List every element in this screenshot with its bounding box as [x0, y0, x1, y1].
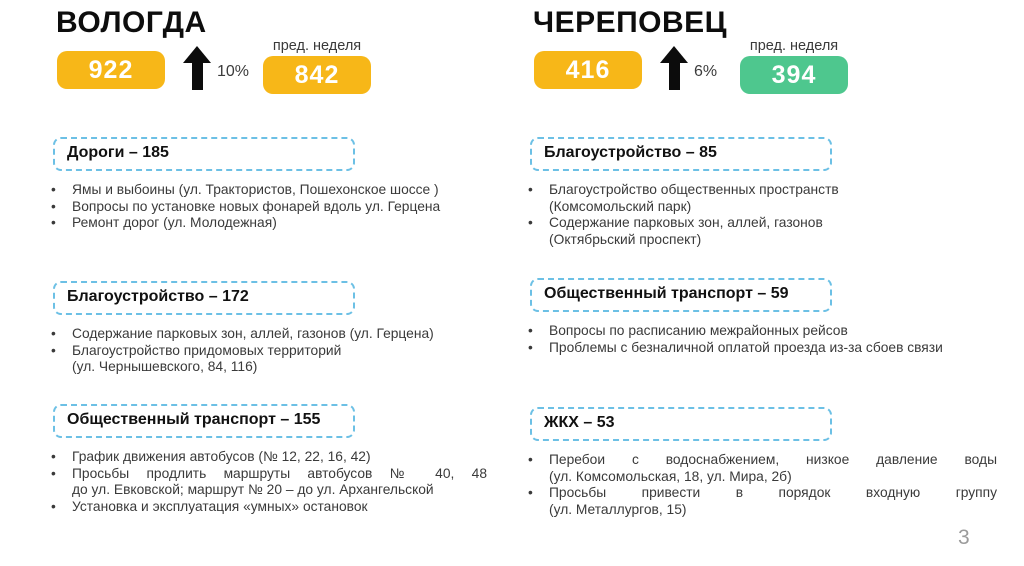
- section-title: Общественный транспорт – 155: [67, 411, 321, 428]
- bullet-line: (Комсомольский парк): [549, 198, 692, 214]
- city-title-vologda: ВОЛОГДА: [56, 6, 207, 39]
- section-title: Общественный транспорт – 59: [544, 285, 789, 302]
- prev-week-group: [740, 38, 848, 94]
- section-header-box: [530, 137, 832, 171]
- bullet-line: • Ремонт дорог (ул. Молодежная): [72, 215, 277, 231]
- arrow-up-icon: [183, 46, 211, 90]
- bullet-line: (ул. Комсомольская, 18, ул. Мира, 2б): [549, 468, 792, 484]
- bullet-line: • Просьбы продлить маршруты автобусов № 40, 48: [72, 465, 487, 481]
- list-item: [50, 499, 487, 516]
- section-title: Благоустройство – 85: [544, 144, 717, 161]
- prev-week-badge: 394: [740, 56, 848, 94]
- bullet-line: • Ямы и выбоины (ул. Трактористов, Пошехонское шоссе ): [72, 182, 439, 197]
- arrow-stem: [669, 63, 680, 90]
- prev-week-badge: 842: [263, 56, 371, 94]
- bullet-line: (ул. Чернышевского, 84, 116): [72, 359, 258, 375]
- list-item: [527, 340, 997, 357]
- arrow-head: [183, 46, 211, 63]
- bullet-line: • Проблемы с безналичной оплатой проезда из-за сбоев связи: [549, 339, 943, 355]
- bullet-line: • Благоустройство придомовых территорий: [72, 342, 342, 358]
- section-header-box: [53, 137, 355, 171]
- prev-week-label: пред. неделя: [272, 38, 362, 54]
- section-roads: [50, 137, 500, 232]
- section-title: Благоустройство – 172: [67, 288, 249, 305]
- list-item: [527, 182, 997, 215]
- bullet-list: [527, 452, 997, 518]
- list-item: [527, 323, 997, 340]
- bullet-line: • Установка и эксплуатация «умных» остановок: [72, 498, 368, 514]
- prev-week-label: пред. неделя: [749, 38, 839, 54]
- page-number: 3: [958, 526, 970, 549]
- column-cherepovets: [527, 0, 1002, 566]
- bullet-list: [50, 326, 487, 376]
- stats-vologda: [50, 38, 500, 94]
- list-item: [50, 466, 487, 499]
- bullet-line: (Октябрьский проспект): [549, 231, 702, 247]
- bullet-list: [527, 182, 997, 248]
- arrow-stem: [192, 63, 203, 90]
- change-percent: 6%: [694, 63, 718, 80]
- city-title-cherepovets: ЧЕРЕПОВЕЦ: [533, 6, 728, 39]
- current-count-badge: 922: [57, 51, 165, 89]
- bullet-list: [50, 449, 487, 515]
- list-item: [527, 452, 997, 485]
- section-utilities: [527, 407, 1002, 518]
- bullet-line: (ул. Металлургов, 15): [549, 501, 687, 517]
- bullet-line: • Просьбы привести в порядок входную группу: [549, 485, 997, 501]
- section-title: Дороги – 185: [67, 144, 169, 161]
- section-transport-vologda: [50, 404, 500, 515]
- arrow-head: [660, 46, 688, 63]
- bullet-list: [50, 182, 487, 232]
- bullet-line: • Благоустройство общественных пространств: [549, 182, 839, 197]
- column-vologda: [50, 0, 500, 566]
- bullet-line: • Содержание парковых зон, аллей, газонов (ул. Герцена): [72, 326, 434, 341]
- current-count-badge: 416: [534, 51, 642, 89]
- bullet-line: • Перебои с водоснабжением, низкое давление воды: [549, 452, 997, 467]
- bullet-list: [527, 323, 997, 356]
- stats-cherepovets: [527, 38, 1002, 94]
- section-improvement-vologda: [50, 281, 500, 376]
- bullet-line: • Вопросы по установке новых фонарей вдоль ул. Герцена: [72, 198, 441, 214]
- list-item: [527, 485, 997, 518]
- list-item: [527, 215, 997, 248]
- list-item: [50, 343, 487, 376]
- section-title: ЖКХ – 53: [544, 414, 615, 431]
- list-item: [50, 182, 487, 199]
- list-item: [50, 326, 487, 343]
- section-header-box: [53, 404, 355, 438]
- bullet-line: • График движения автобусов (№ 12, 22, 16, 42): [72, 449, 371, 464]
- bullet-line: • Содержание парковых зон, аллей, газонов: [549, 215, 823, 231]
- section-improvement-cherepovets: [527, 137, 1002, 248]
- section-header-box: [530, 278, 832, 312]
- arrow-up-icon: [660, 46, 688, 90]
- section-header-box: [530, 407, 832, 441]
- change-percent: 10%: [217, 63, 250, 80]
- list-item: [50, 199, 487, 216]
- prev-week-group: [263, 38, 371, 94]
- bullet-line: • Вопросы по расписанию межрайонных рейсов: [549, 323, 848, 338]
- list-item: [50, 215, 487, 232]
- section-transport-cherepovets: [527, 278, 1002, 356]
- section-header-box: [53, 281, 355, 315]
- list-item: [50, 449, 487, 466]
- bullet-line: до ул. Евковской; маршрут № 20 – до ул. Архангельской: [72, 482, 434, 498]
